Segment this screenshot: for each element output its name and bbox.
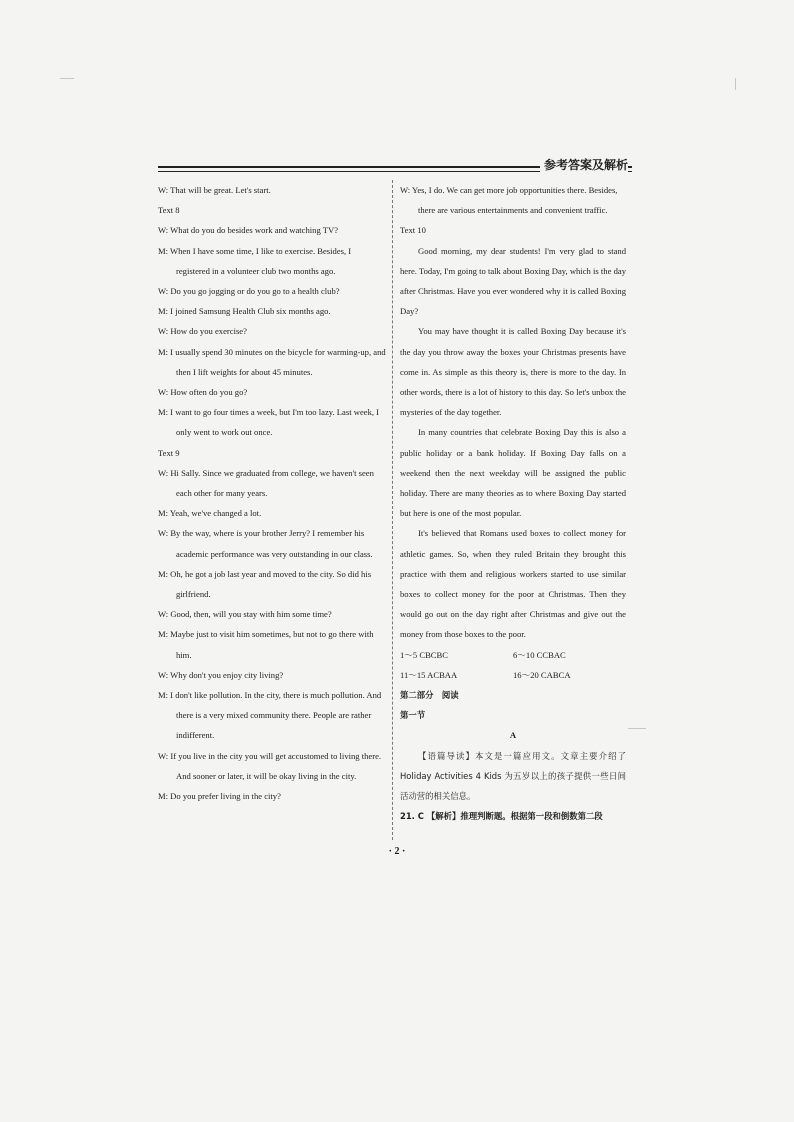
answer-range: 6～10 CCBAC <box>513 649 566 660</box>
dialogue-line: M: Oh, he got a job last year and moved to the city. So did his girlfriend. <box>158 568 372 600</box>
dialogue-line: W: Yes, I do. We can get more job opportunities there. Besides, there are various entertainments and convenient traffic. <box>400 185 618 216</box>
right-column <box>400 180 626 826</box>
dialogue-line: W: How often do you go? <box>158 387 248 398</box>
section-one-heading: 第一节 <box>400 710 426 721</box>
answer-range: 1～5 CBCBC <box>400 649 448 660</box>
page-header-title: 参考答案及解析 <box>540 156 628 173</box>
answer-range: 11～15 ACBAA <box>400 669 458 680</box>
scan-mark <box>60 78 74 79</box>
passage-paragraph: It's believed that Romans used boxes to collect money for athletic games. So, when they ruled Britain they brought this practice with them and religious workers started to use similar boxes to collect money for the poor at Christmas. Then they would go out on the day right after Christmas and give out the money from those boxes to the poor. <box>400 528 626 640</box>
dialogue-line: M: Do you prefer living in the city? <box>158 791 281 802</box>
dialogue-line: M: When I have some time, I like to exercise. Besides, I registered in a volunteer club two months ago. <box>158 245 352 276</box>
dialogue-line: W: What do you do besides work and watching TV? <box>158 225 339 236</box>
dialogue-line: W: Do you go jogging or do you go to a health club? <box>158 286 340 297</box>
passage-guide: 【语篇导读】本文是一篇应用文。文章主要介绍了 Holiday Activities 4 Kids 为五岁以上的孩子提供一些日间活动营的相关信息。 <box>400 750 626 801</box>
passage-paragraph: You may have thought it is called Boxing Day because it's the day you throw away the boxes your Christmas presents have come in. As simple as this theory is, there is more to the day. In other words, there is a lot of history to this day. So let's unbox the mysteries of the day together. <box>400 326 626 418</box>
text-section-label: Text 10 <box>400 225 426 236</box>
right-dialogue <box>400 180 626 241</box>
dialogue-line: W: How do you exercise? <box>158 326 247 337</box>
passage-letter: A <box>509 730 517 741</box>
scan-mark <box>735 78 736 90</box>
text10-passage <box>400 241 626 645</box>
passage-paragraph: In many countries that celebrate Boxing Day this is also a public holiday or a bank holiday. If Boxing Day falls on a weekend then the next weekday will be assigned the public holiday. There are many theories as to where Boxing Day started but here is one of the most popular. <box>400 427 626 519</box>
answer-range: 16～20 CABCA <box>513 669 571 680</box>
passage-paragraph: Good morning, my dear students! I'm very glad to stand here. Today, I'm going to talk about Boxing Day, which is the day after Christmas. Have you ever wondered why it is called Boxing Day? <box>400 245 626 317</box>
dialogue-line: M: Yeah, we've changed a lot. <box>158 508 262 519</box>
item-21-explanation: 21. C 【解析】推理判断题。根据第一段和倒数第二段 <box>400 810 603 821</box>
dialogue-line: W: Why don't you enjoy city living? <box>158 669 284 680</box>
dialogue-line: M: I usually spend 30 minutes on the bicycle for warming-up, and then I lift weights for about 45 minutes. <box>158 346 386 377</box>
left-column <box>158 180 386 806</box>
text-section-label: Text 8 <box>158 205 180 216</box>
dialogue-line: W: Good, then, will you stay with him some time? <box>158 609 332 620</box>
column-divider <box>392 180 393 840</box>
dialogue-line: M: I want to go four times a week, but I'm too lazy. Last week, I only went to work out once. <box>158 407 380 438</box>
scan-mark <box>628 728 646 729</box>
dialogue-line: W: If you live in the city you will get accustomed to living there. And sooner or later, it will be okay living in the city. <box>158 750 382 781</box>
answer-grid <box>400 645 626 685</box>
dialogue-line: W: Hi Sally. Since we graduated from college, we haven't seen each other for many years. <box>158 467 374 499</box>
dialogue-line: M: Maybe just to visit him sometimes, but not to go there with him. <box>158 629 374 660</box>
dialogue-line: M: I joined Samsung Health Club six months ago. <box>158 306 331 317</box>
dialogue-line: W: That will be great. Let's start. <box>158 185 271 195</box>
page-number: · 2 · <box>388 846 406 857</box>
dialogue-line: W: By the way, where is your brother Jerry? I remember his academic performance was very outstanding in our class. <box>158 528 373 559</box>
dialogue-line: M: I don't like pollution. In the city, there is much pollution. And there is a very mixed community there. People are rather indifferent. <box>158 690 382 741</box>
section-part-heading: 第二部分 阅读 <box>400 690 459 701</box>
text-section-label: Text 9 <box>158 447 180 458</box>
